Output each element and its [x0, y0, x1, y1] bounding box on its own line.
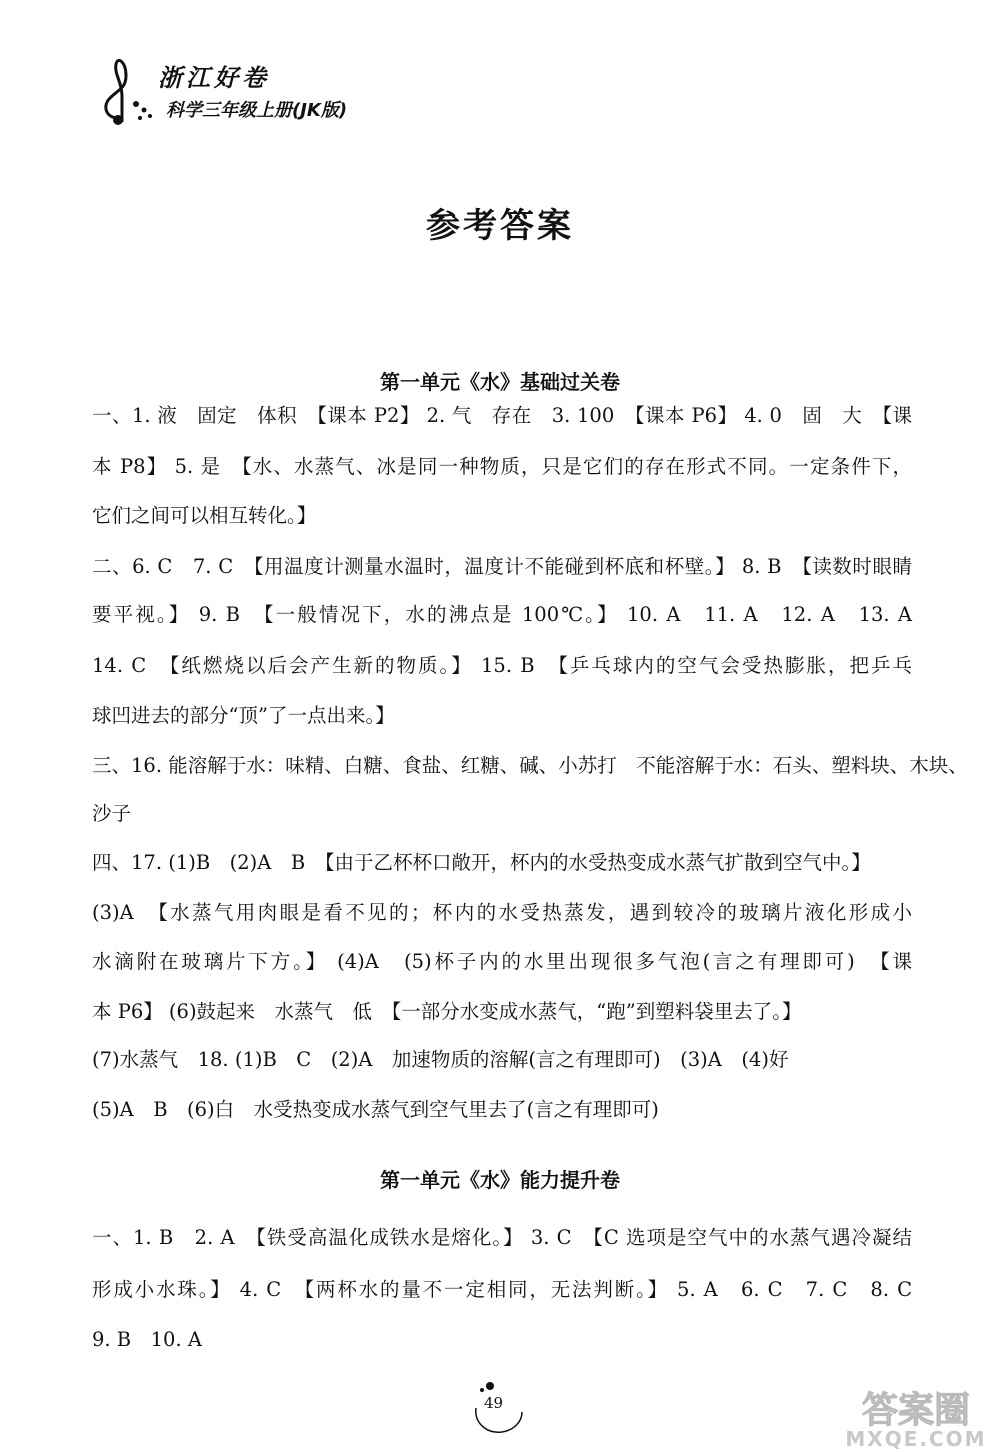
answer-line: 要平视。】 9. B 【一般情况下，水的沸点是 100℃。】 10. A 11. A 12. A 13. A — [92, 603, 912, 626]
answer-line: 三、16. 能溶解于水：味精、白糖、食盐、红糖、碱、小苏打 不能溶解于水：石头、塑料块、木块、 — [92, 754, 968, 777]
answer-line: 本 P6】 (6)鼓起来 水蒸气 低 【一部分水变成水蒸气，“跑”到塑料袋里去了。】 — [92, 1000, 802, 1023]
book-header — [96, 48, 396, 128]
book-subtitle: 科学三年级上册(JK版) — [166, 100, 348, 121]
series-name: 浙江好卷 — [158, 64, 270, 92]
answer-line: 球凹进去的部分“顶”了一点出来。】 — [92, 704, 395, 727]
music-note-icon — [96, 48, 156, 128]
page-number — [470, 1378, 530, 1438]
page-title: 参考答案 — [426, 206, 574, 246]
answer-line: 水滴附在玻璃片下方。】 (4)A (5)杯子内的水里出现很多气泡(言之有理即可) 【课 — [92, 950, 912, 973]
answer-line: 形成小水珠。】 4. C 【两杯水的量不一定相同，无法判断。】 5. A 6. C 7. C 8. C — [92, 1278, 912, 1301]
answer-line: 9. B 10. A — [92, 1328, 202, 1351]
answer-line: 二、6. C 7. C 【用温度计测量水温时，温度计不能碰到杯底和杯壁。】 8. B 【读数时眼睛 — [92, 555, 912, 578]
answer-line: 一、1. B 2. A 【铁受高温化成铁水是熔化。】 3. C 【C 选项是空气中的水蒸气遇冷凝结 — [92, 1226, 912, 1249]
watermark-url: MXQE.COM — [845, 1427, 987, 1450]
section-title-basic: 第一单元《水》基础过关卷 — [380, 370, 620, 394]
answer-line: (3)A 【水蒸气用肉眼是看不见的；杯内的水受热蒸发，遇到较冷的玻璃片液化形成小 — [92, 901, 912, 924]
watermark — [836, 1388, 996, 1450]
answer-line: (5)A B (6)白 水受热变成水蒸气到空气里去了(言之有理即可) — [92, 1098, 659, 1121]
answer-line: 它们之间可以相互转化。】 — [92, 504, 317, 527]
section-title-advanced: 第一单元《水》能力提升卷 — [380, 1168, 620, 1192]
answer-line: (7)水蒸气 18. (1)B C (2)A 加速物质的溶解(言之有理即可) (3)A (4)好 — [92, 1048, 789, 1071]
watermark-logo — [836, 1388, 996, 1450]
answer-line: 14. C 【纸燃烧以后会产生新的物质。】 15. B 【乒乓球内的空气会受热膨胀，把乒乓 — [92, 654, 912, 677]
page-number-text: 49 — [484, 1394, 504, 1412]
answer-line: 沙子 — [92, 802, 132, 825]
watermark-cn: 答案圈 — [861, 1390, 971, 1431]
answer-line: 一、1. 液 固定 体积 【课本 P2】 2. 气 存在 3. 100 【课本 P6】 4. 0 固 大 【课 — [92, 404, 912, 427]
answer-line: 本 P8】 5. 是 【水、水蒸气、冰是同一种物质，只是它们的存在形式不同。一定条件下， — [92, 455, 912, 478]
answer-line: 四、17. (1)B (2)A B 【由于乙杯杯口敞开，杯内的水受热变成水蒸气扩散到空气中。】 — [92, 851, 871, 874]
